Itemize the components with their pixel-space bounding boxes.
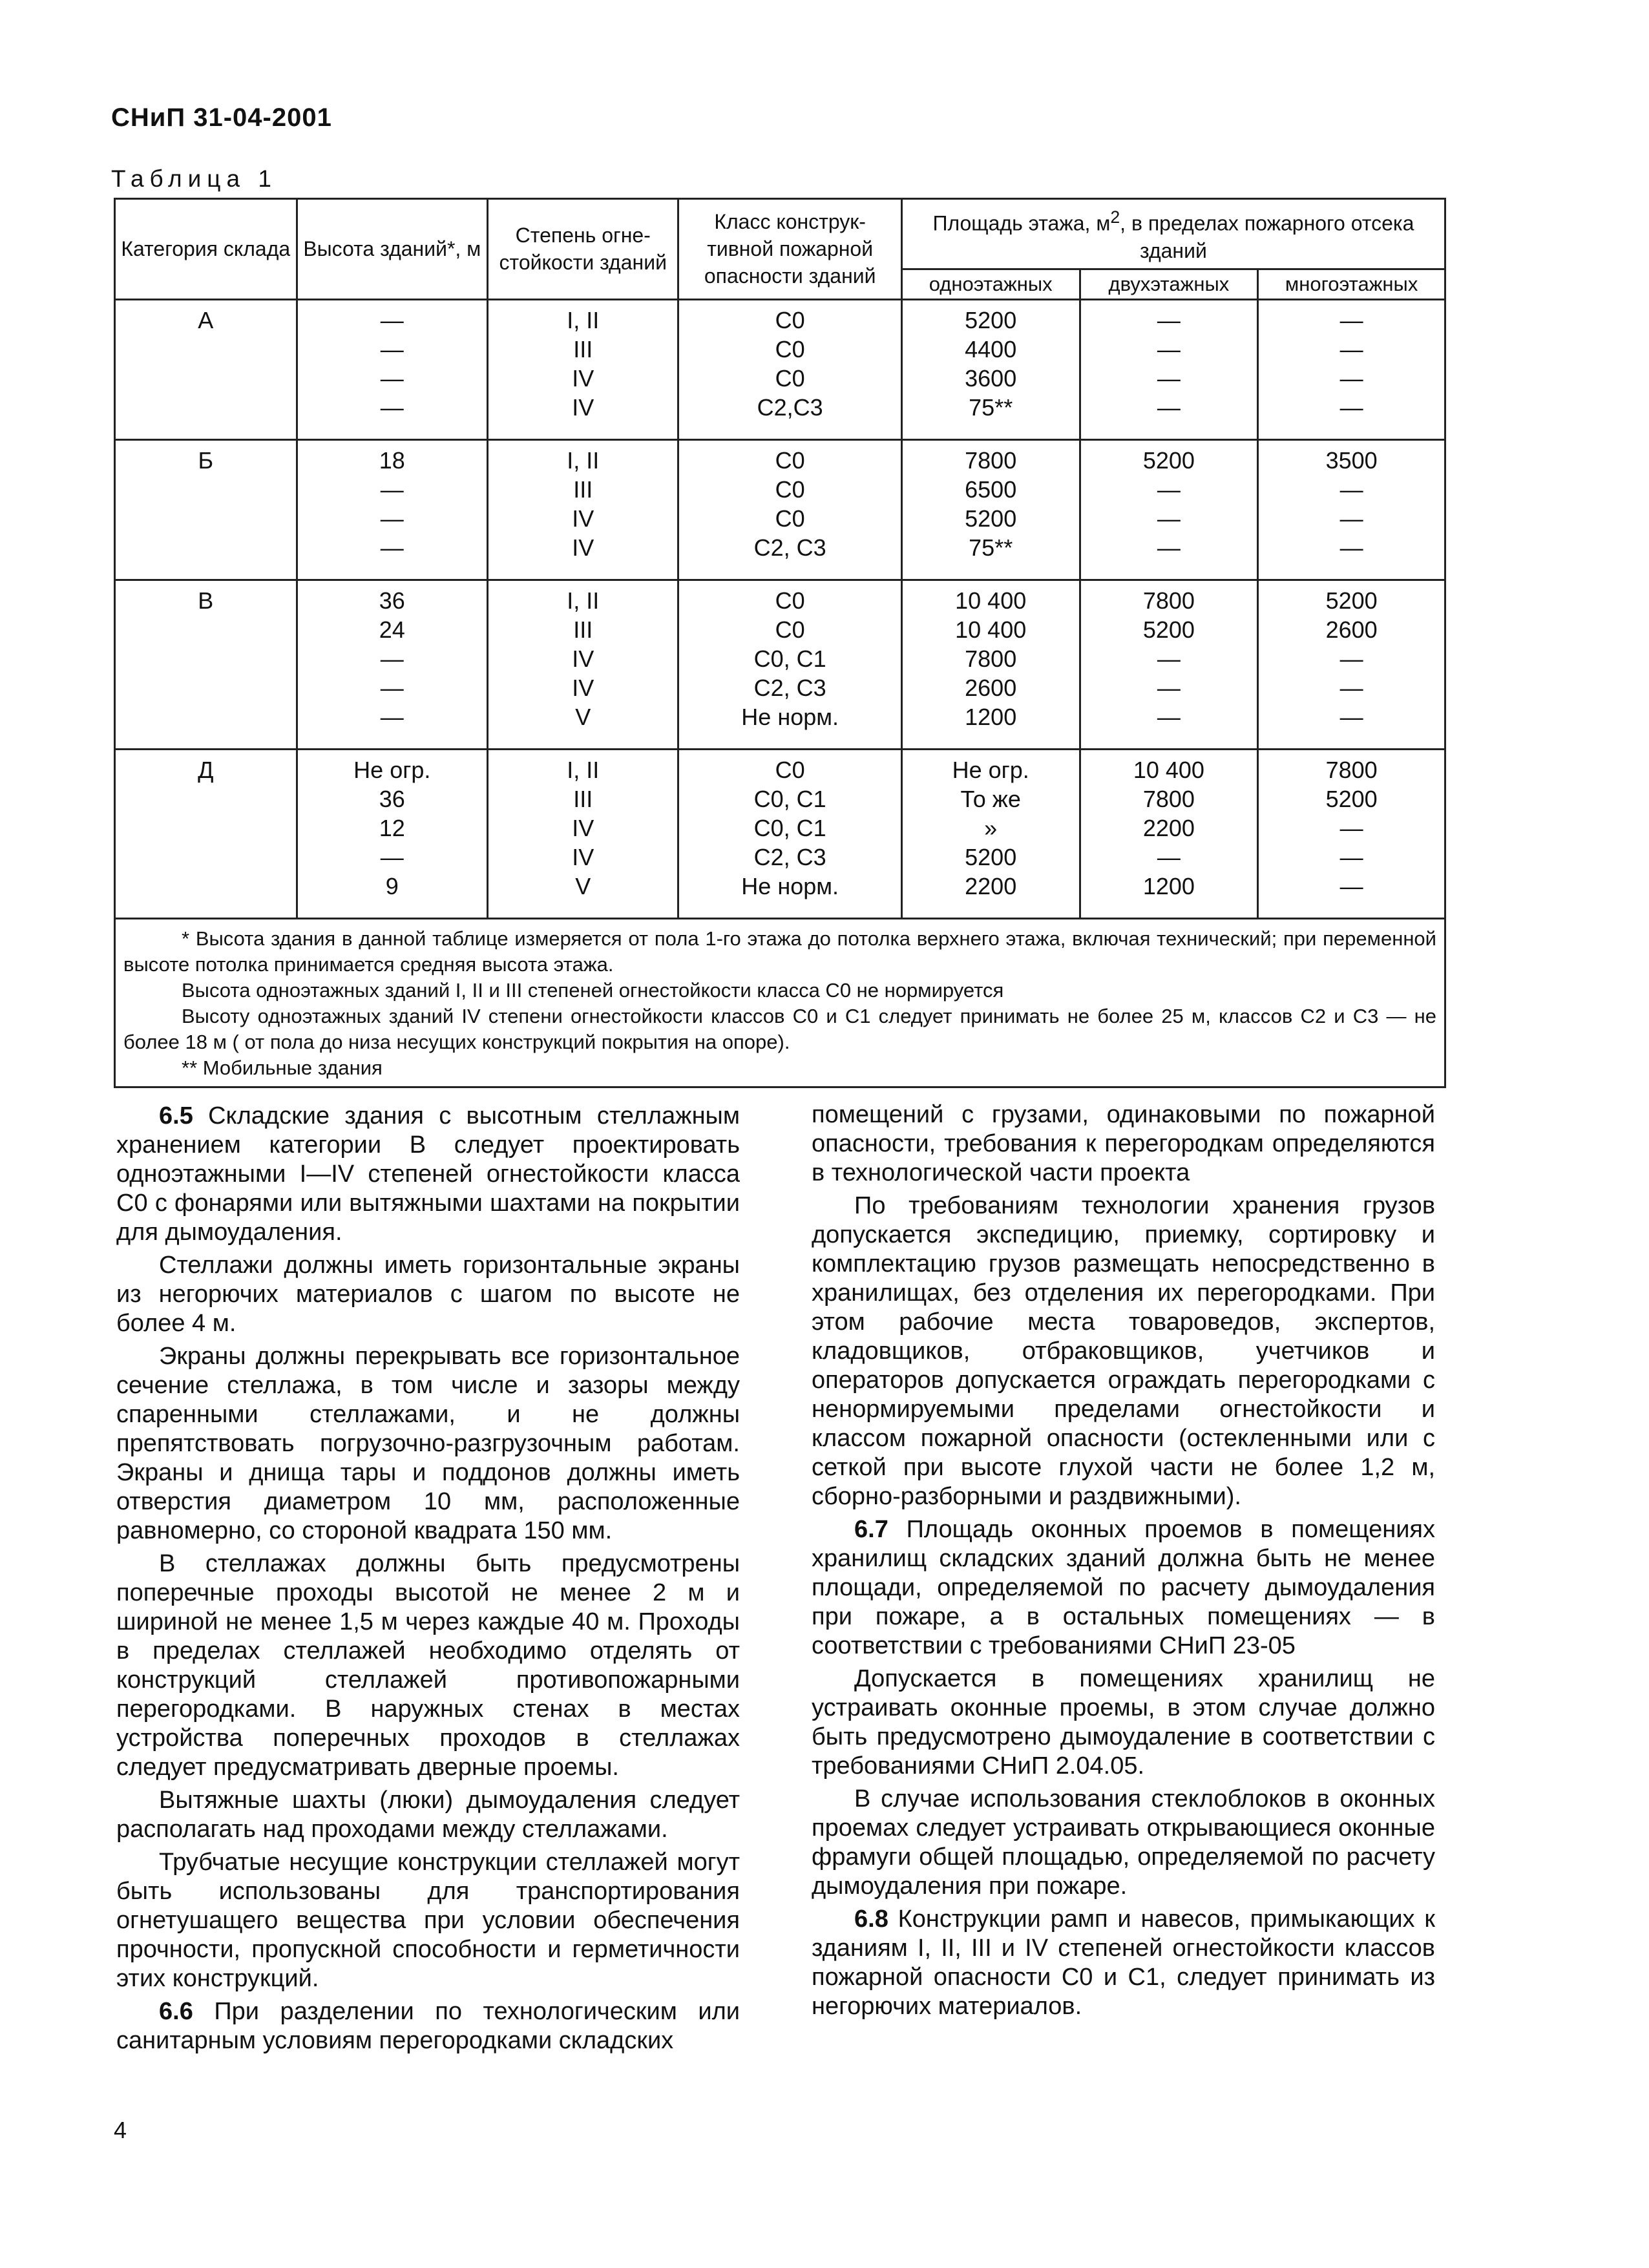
cell-category: Д: [115, 749, 297, 918]
cell-value: 5200: [965, 306, 1017, 333]
cell-value: —: [1339, 814, 1363, 841]
cell-value: Не норм.: [741, 872, 839, 899]
cell-value: 5200: [965, 843, 1017, 870]
cell-fire-resistance: [487, 439, 678, 580]
cell-value: Не огр.: [353, 756, 431, 783]
header-floor-area: Площадь этажа, $м^2$, в пределах пожарного отсека зданий: [901, 199, 1445, 269]
cell-value: С2,С3: [757, 394, 823, 421]
cell-value: 2200: [1142, 814, 1195, 841]
cell-fire-resistance: [487, 749, 678, 918]
paragraph-text: Экраны должны перекрывать все горизонтальное сечение стеллажа, в том числе и зазоры между спаренными стеллажами, и не должны препятствовать погрузочно-разгрузочным работам. Экраны и днища тары и поддонов должны иметь отверстия диаметром 10 мм, расположенные равномерно, со стороной квадрата 150 мм.: [116, 1343, 740, 1544]
cell-value: 12: [379, 814, 405, 841]
cell-construction-class: [678, 299, 901, 439]
cell-value: 7800: [965, 446, 1017, 474]
cell-value: —: [1339, 534, 1363, 561]
cell-height: [297, 580, 487, 749]
cell-value: —: [1339, 306, 1363, 333]
cell-value: —: [1157, 534, 1181, 561]
cell-value: —: [380, 364, 404, 392]
note-4: ** Мобильные здания: [182, 1056, 383, 1079]
cell-value: —: [1157, 476, 1181, 503]
cell-area-one-storey: [901, 749, 1080, 918]
clause-number: 6.6: [159, 1998, 193, 2025]
cell-value: С0: [775, 364, 805, 392]
cell-value: —: [1157, 364, 1181, 392]
cell-value: III: [573, 616, 593, 643]
cell-value: 36: [379, 587, 405, 614]
cell-value: 7800: [965, 645, 1017, 672]
cell-height: [297, 749, 487, 918]
cell-value: —: [380, 476, 404, 503]
cell-value: С0: [775, 306, 805, 333]
header-multi-storey: многоэтажных: [1258, 269, 1445, 299]
paragraph: [812, 1785, 1435, 1901]
cell-area-one-storey: [901, 439, 1080, 580]
table-notes: [115, 918, 1445, 1087]
cell-construction-class: [678, 439, 901, 580]
paragraph: [116, 1786, 740, 1844]
cell-value: 7800: [1325, 756, 1378, 783]
cell-value: С0, С1: [753, 785, 826, 812]
cell-value: С0: [775, 476, 805, 503]
paragraph-text: Площадь оконных проемов в помещениях хранилищ складских зданий должна быть не менее площади, определяемой по расчету дымоудаления при пожаре, а в остальных помещениях — в соответствии с требованиями СНиП 23-05: [812, 1516, 1435, 1659]
cell-value: С2, С3: [753, 534, 826, 561]
paragraph: [812, 1100, 1435, 1188]
cell-value: С0: [775, 616, 805, 643]
cell-value: То же: [960, 785, 1021, 812]
cell-value: V: [575, 703, 591, 730]
cell-value: —: [1339, 505, 1363, 532]
header-category: Категория склада: [115, 199, 297, 300]
cell-value: —: [380, 674, 404, 701]
cell-value: —: [1339, 843, 1363, 870]
cell-value: IV: [572, 674, 594, 701]
cell-value: —: [1339, 674, 1363, 701]
cell-value: С0, С1: [753, 645, 826, 672]
cell-value: 1200: [1142, 872, 1195, 899]
paragraph: [116, 1251, 740, 1338]
cell-value: »: [984, 814, 998, 841]
table-caption: Таблица 1: [111, 165, 277, 192]
cell-value: С0: [775, 587, 805, 614]
cell-value: —: [380, 394, 404, 421]
cell-value: 18: [379, 446, 405, 474]
cell-area-two-storey: [1080, 749, 1258, 918]
paragraph-text: При разделении по технологическим или санитарным условиям перегородками складских: [116, 1998, 740, 2054]
cell-value: 6500: [965, 476, 1017, 503]
cell-area-multi-storey: [1258, 580, 1445, 749]
paragraph-text: В стеллажах должны быть предусмотрены поперечные проходы высотой не менее 2 м и шириной не менее 1,5 м через каждые 40 м. Проходы в пределах стеллажей необходимо отделять от конструкций стеллажей противопожарными перегородками. В наружных стенах в местах устройства поперечных проходов в стеллажах следует предусматривать дверные проемы.: [116, 1550, 740, 1781]
cell-value: 10 400: [1133, 756, 1204, 783]
cell-value: 5200: [1325, 587, 1378, 614]
cell-value: IV: [572, 394, 594, 421]
cell-value: —: [1339, 476, 1363, 503]
cell-value: —: [380, 703, 404, 730]
table-1: [114, 198, 1446, 1088]
cell-value: I, II: [567, 587, 600, 614]
paragraph-text: Стеллажи должны иметь горизонтальные экраны из негорючих материалов с шагом по высоте не более 4 м.: [116, 1252, 740, 1337]
cell-value: 2200: [965, 872, 1017, 899]
cell-value: 7800: [1142, 785, 1195, 812]
cell-area-two-storey: [1080, 580, 1258, 749]
paragraph: [812, 1664, 1435, 1781]
cell-value: IV: [572, 814, 594, 841]
paragraph-text: Допускается в помещениях хранилищ не устраивать оконные проемы, в этом случае должно быть предусмотрено дымоудаление в соответствии с требованиями СНиП 2.04.05.: [812, 1665, 1435, 1780]
cell-value: С2, С3: [753, 843, 826, 870]
cell-value: С0: [775, 756, 805, 783]
paragraph: [812, 1192, 1435, 1511]
paragraph: [812, 1905, 1435, 2021]
header-two-storey: двухэтажных: [1080, 269, 1258, 299]
note-1: * Высота здания в данной таблице измеряется от пола 1-го этажа до потолка верхнего этажа, включая технический; при переменной высоте потолка принимается средняя высота этажа.: [123, 927, 1436, 976]
cell-value: 75**: [969, 534, 1013, 561]
cell-value: С0: [775, 446, 805, 474]
cell-value: —: [380, 534, 404, 561]
cell-fire-resistance: [487, 580, 678, 749]
cell-value: —: [1339, 645, 1363, 672]
cell-value: 36: [379, 785, 405, 812]
clause-number: 6.8: [854, 1906, 888, 1933]
cell-value: IV: [572, 364, 594, 392]
cell-value: III: [573, 335, 593, 362]
cell-value: —: [1157, 394, 1181, 421]
cell-area-two-storey: [1080, 439, 1258, 580]
cell-value: 5200: [1142, 616, 1195, 643]
page-number: 4: [114, 2117, 127, 2143]
cell-area-one-storey: [901, 580, 1080, 749]
paragraph: [116, 1342, 740, 1546]
cell-value: IV: [572, 534, 594, 561]
paragraph: [116, 1102, 740, 1247]
header-construction-class: Класс конструк- тивной пожарной опасности зданий: [678, 199, 901, 300]
cell-value: Не норм.: [741, 703, 839, 730]
cell-value: IV: [572, 505, 594, 532]
cell-area-multi-storey: [1258, 299, 1445, 439]
cell-fire-resistance: [487, 299, 678, 439]
paragraph-text: В случае использования стеклоблоков в оконных проемах следует устраивать открывающиеся оконные фрамуги общей площадью, определяемой по расчету дымоудаления при пожаре.: [812, 1785, 1435, 1900]
cell-value: 5200: [1325, 785, 1378, 812]
table-row: [115, 299, 1445, 439]
document-code: СНиП 31-04-2001: [111, 103, 332, 132]
cell-value: 9: [385, 872, 399, 899]
cell-value: 3600: [965, 364, 1017, 392]
cell-value: —: [1157, 843, 1181, 870]
clause-number: 6.5: [159, 1102, 193, 1129]
cell-area-multi-storey: [1258, 749, 1445, 918]
clause-number: 6.7: [854, 1516, 888, 1543]
cell-value: III: [573, 476, 593, 503]
cell-value: Не огр.: [952, 756, 1029, 783]
cell-construction-class: [678, 749, 901, 918]
cell-value: 24: [379, 616, 405, 643]
cell-value: —: [1157, 306, 1181, 333]
cell-category: В: [115, 580, 297, 749]
cell-value: I, II: [567, 306, 600, 333]
cell-value: —: [380, 645, 404, 672]
cell-category: А: [115, 299, 297, 439]
cell-value: С0: [775, 335, 805, 362]
paragraph-text: Складские здания с высотным стеллажным хранением категории В следует проектировать одноэтажными I—IV степеней огнестойкости класса С0 с фонарями или вытяжными шахтами на покрытии для дымоудаления.: [116, 1102, 740, 1246]
paragraph: [116, 1997, 740, 2055]
header-fire-resistance: Степень огне- стойкости зданий: [487, 199, 678, 300]
paragraph-text: Конструкции рамп и навесов, примыкающих к зданиям I, II, III и IV степеней огнестойкости классов пожарной опасности С0 и С1, следует принимать из негорючих материалов.: [812, 1906, 1435, 2020]
cell-value: 4400: [965, 335, 1017, 362]
cell-area-one-storey: [901, 299, 1080, 439]
cell-value: С2, С3: [753, 674, 826, 701]
paragraph: [116, 1549, 740, 1782]
cell-value: I, II: [567, 756, 600, 783]
paragraph-text: помещений с грузами, одинаковыми по пожарной опасности, требования к перегородкам определяются в технологической части проекта: [812, 1101, 1435, 1186]
table-row: [115, 580, 1445, 749]
left-text-column: [116, 1102, 740, 2059]
cell-value: —: [1339, 335, 1363, 362]
paragraph-text: Вытяжные шахты (люки) дымоудаления следует располагать над проходами между стеллажами.: [116, 1787, 740, 1843]
cell-value: 3500: [1325, 446, 1378, 474]
paragraph-text: Трубчатые несущие конструкции стеллажей могут быть использованы для транспортирования огнетушащего вещества при условии обеспечения прочности, пропускной способности и герметичности этих конструкций.: [116, 1849, 740, 1992]
cell-value: —: [380, 335, 404, 362]
cell-value: —: [380, 306, 404, 333]
cell-value: 2600: [1325, 616, 1378, 643]
cell-value: —: [1339, 394, 1363, 421]
cell-value: —: [1339, 703, 1363, 730]
cell-value: 10 400: [955, 587, 1027, 614]
cell-value: —: [1339, 364, 1363, 392]
cell-height: [297, 299, 487, 439]
cell-value: —: [1157, 703, 1181, 730]
cell-value: V: [575, 872, 591, 899]
cell-construction-class: [678, 580, 901, 749]
cell-area-two-storey: [1080, 299, 1258, 439]
table-row: [115, 749, 1445, 918]
table-body: [115, 299, 1445, 918]
cell-value: —: [1339, 872, 1363, 899]
header-height: Высота зданий*, м: [297, 199, 487, 300]
cell-value: —: [380, 843, 404, 870]
table-row: [115, 439, 1445, 580]
cell-value: С0: [775, 505, 805, 532]
cell-value: 1200: [965, 703, 1017, 730]
cell-value: —: [1157, 645, 1181, 672]
paragraph: [812, 1515, 1435, 1661]
note-2: Высота одноэтажных зданий I, II и III степеней огнестойкости класса С0 не нормируется: [182, 978, 1004, 1002]
cell-value: 7800: [1142, 587, 1195, 614]
cell-value: —: [1157, 335, 1181, 362]
cell-value: 2600: [965, 674, 1017, 701]
cell-value: —: [380, 505, 404, 532]
cell-value: IV: [572, 645, 594, 672]
note-3: Высоту одноэтажных зданий IV степени огнестойкости классов С0 и С1 следует принимать не более 25 м, классов С2 и С3 — не более 18 м ( от пола до низа несущих конструкций покрытия на опоре).: [123, 1004, 1436, 1053]
cell-value: 10 400: [955, 616, 1027, 643]
cell-value: —: [1157, 674, 1181, 701]
right-text-column: [812, 1100, 1435, 2025]
cell-value: 5200: [965, 505, 1017, 532]
header-one-storey: одноэтажных: [901, 269, 1080, 299]
cell-value: 75**: [969, 394, 1013, 421]
cell-value: 5200: [1142, 446, 1195, 474]
paragraph: [116, 1848, 740, 1993]
cell-area-multi-storey: [1258, 439, 1445, 580]
cell-value: IV: [572, 843, 594, 870]
paragraph-text: По требованиям технологии хранения грузов допускается экспедицию, приемку, сортировку и комплектацию грузов размещать непосредственно в хранилищах, без отделения их перегородками. При этом рабочие места товароведов, экспертов, кладовщиков, отбраковщиков, учетчиков и операторов допускается ограждать перегородками с ненормируемыми пределами огнестойкости и классом пожарной опасности (остекленными или с сеткой при высоте глухой части не более 1,2 м, сборно-разборными и раздвижными).: [812, 1192, 1435, 1510]
cell-height: [297, 439, 487, 580]
cell-value: I, II: [567, 446, 600, 474]
cell-category: Б: [115, 439, 297, 580]
cell-value: С0, С1: [753, 814, 826, 841]
cell-value: —: [1157, 505, 1181, 532]
cell-value: III: [573, 785, 593, 812]
